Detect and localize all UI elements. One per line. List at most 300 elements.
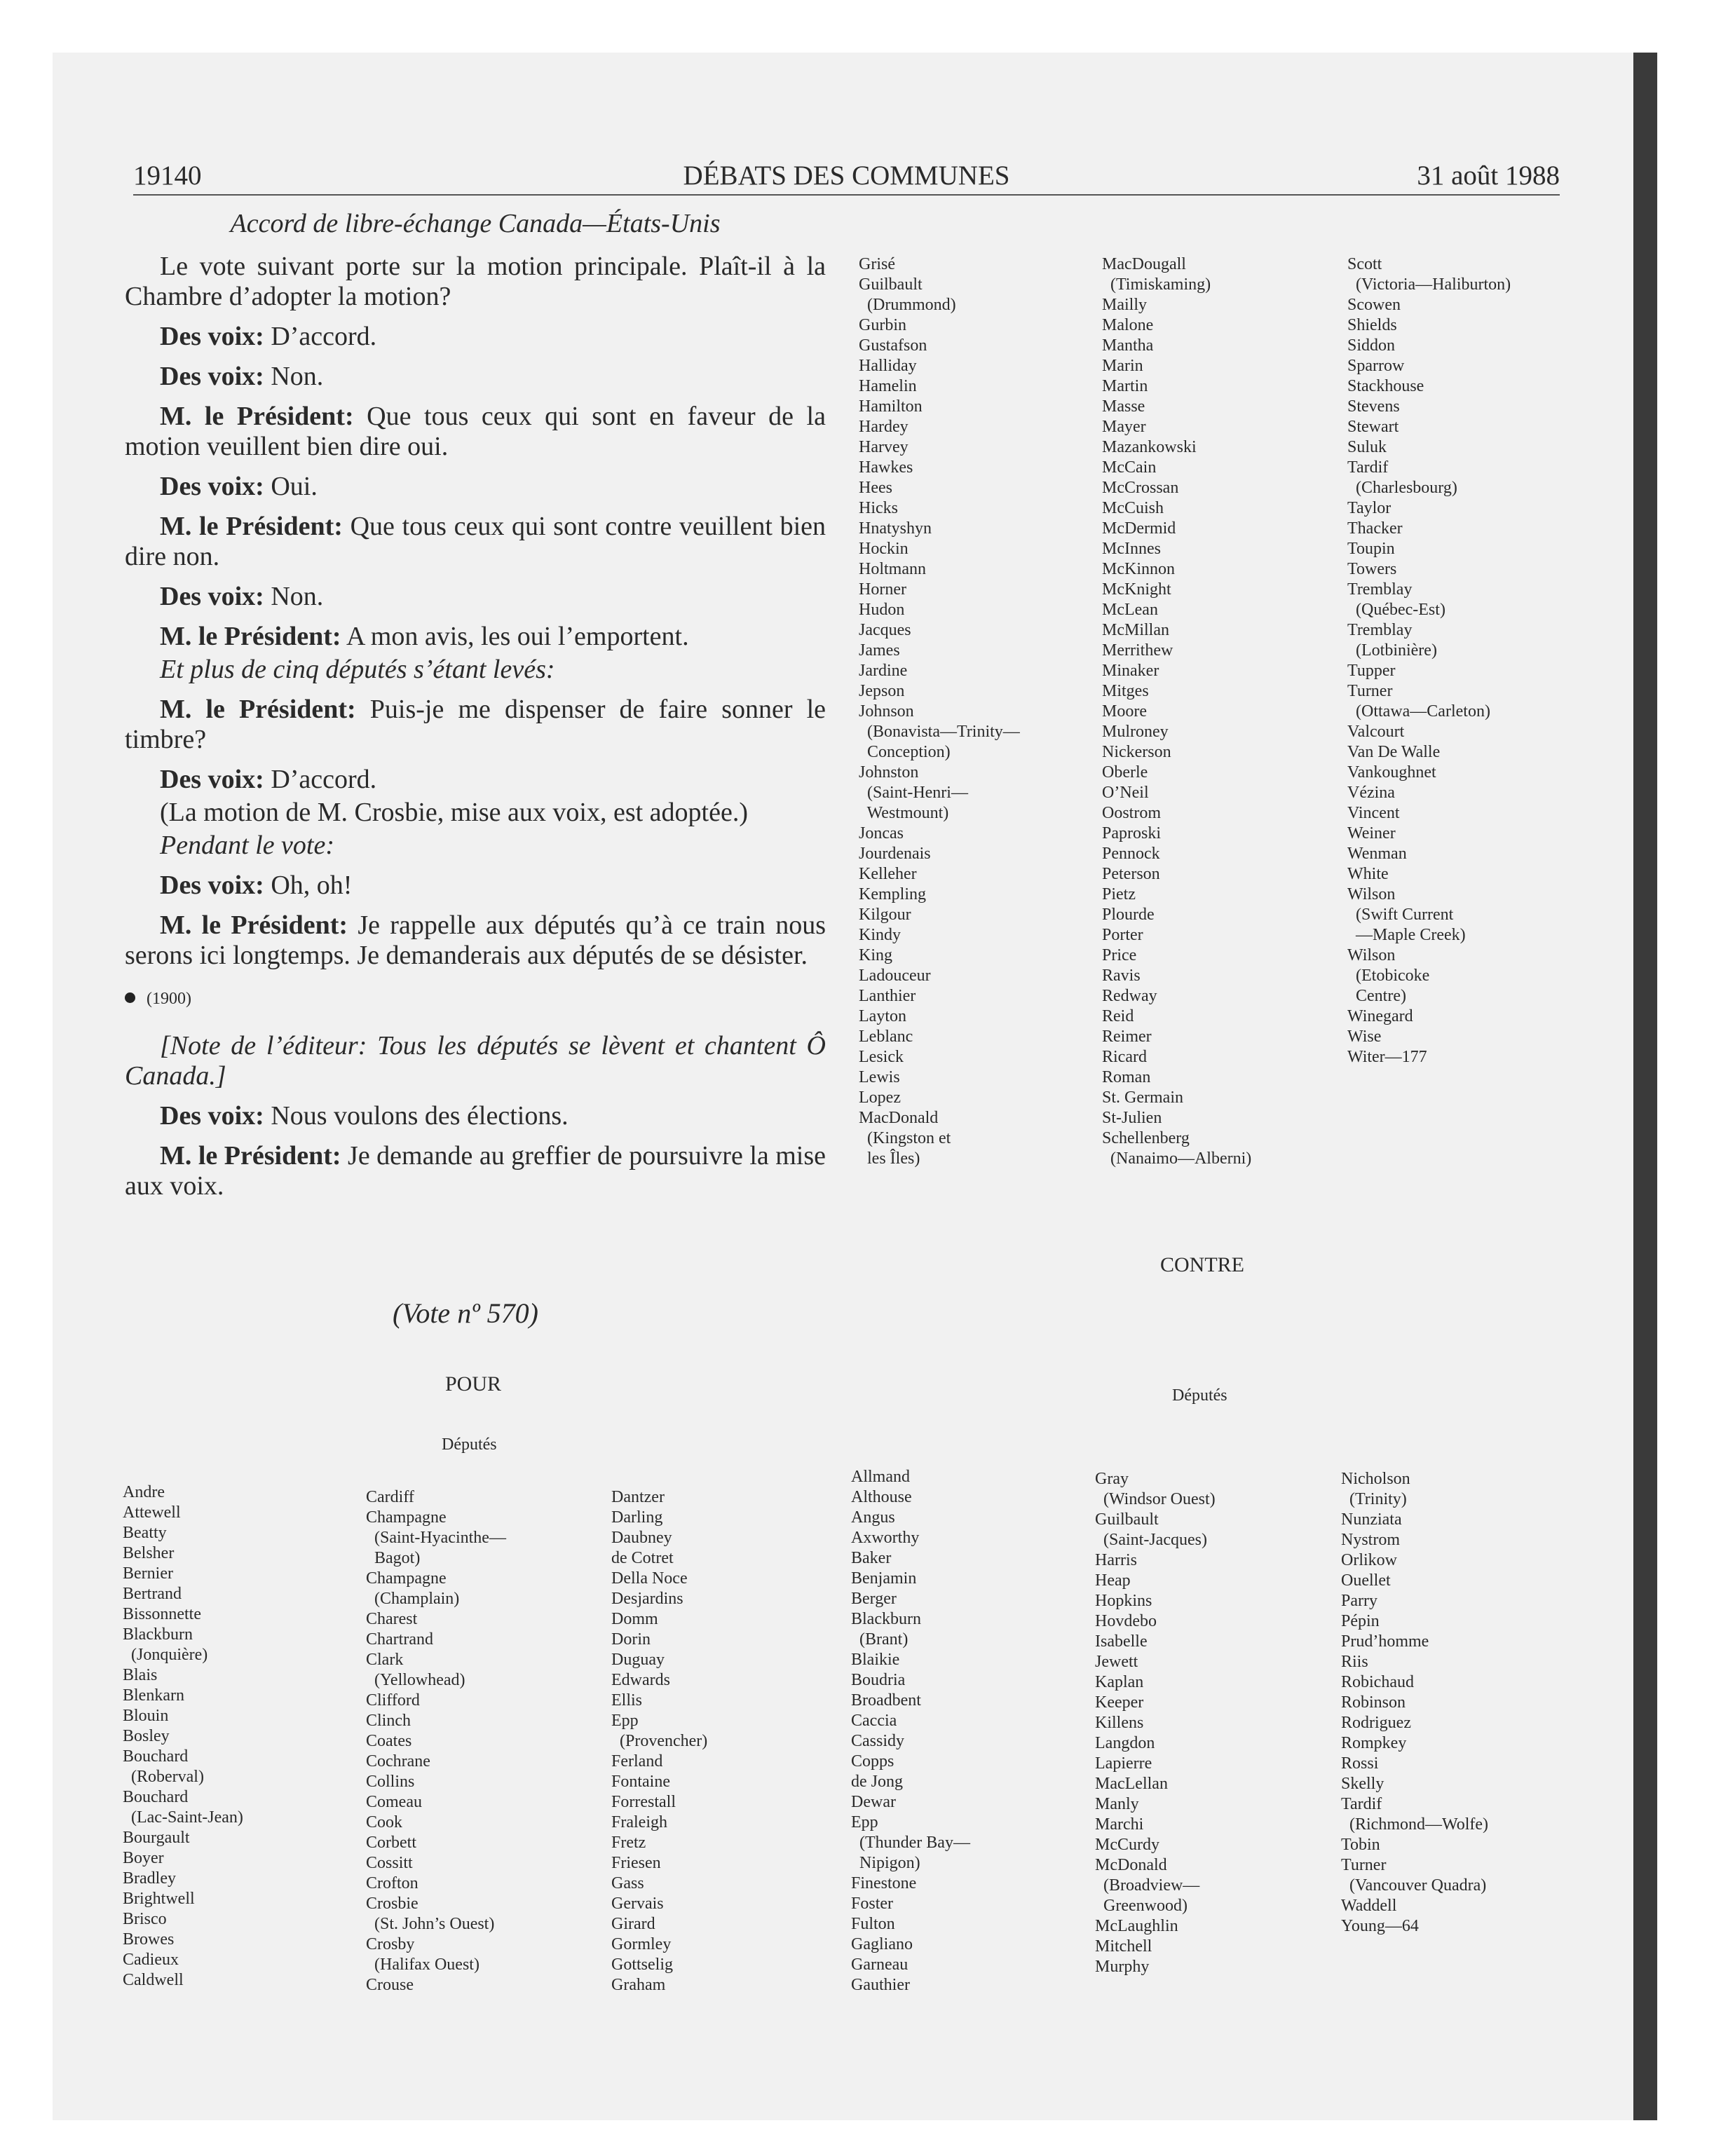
exchange: M. le Président: Je rappelle aux députés qu’à ce train nous serons ici longtemps. Je demanderais aux députés de se désister. <box>125 910 826 970</box>
member-name: Fulton <box>851 1915 895 1933</box>
member-name: McDermid <box>1102 519 1176 538</box>
member-name: Westmount) <box>859 804 949 822</box>
member-name: Epp <box>851 1813 878 1831</box>
member-name: Hees <box>859 479 892 497</box>
member-name: Cook <box>366 1813 403 1831</box>
member-name: Johnson <box>859 702 914 721</box>
member-name: Prud’homme <box>1341 1632 1429 1651</box>
paragraph: Le vote suivant porte sur la motion principale. Plaît-il à la Chambre d’adopter la motion? <box>125 252 826 311</box>
member-name: Blackburn <box>123 1625 193 1644</box>
contre-list-col-2 <box>1095 1469 1216 1977</box>
member-name: Champagne <box>366 1508 447 1527</box>
member-name: Toupin <box>1347 540 1395 558</box>
member-name: Jourdenais <box>859 845 931 863</box>
member-name: Masse <box>1102 397 1145 416</box>
exchange: Des voix: Nous voulons des élections. <box>160 1101 569 1131</box>
member-name: Robichaud <box>1341 1673 1414 1691</box>
member-name: Baker <box>851 1549 892 1567</box>
member-name: Holtmann <box>859 560 926 578</box>
member-name: Wilson <box>1347 946 1396 964</box>
member-name: Kindy <box>859 926 901 944</box>
member-name: Halliday <box>859 357 917 375</box>
member-name: Fraleigh <box>611 1813 667 1831</box>
member-name: Malone <box>1102 316 1154 334</box>
member-name: Gottselig <box>611 1956 673 1974</box>
member-name: Nunziata <box>1341 1510 1402 1529</box>
member-name: Centre) <box>1347 987 1406 1005</box>
member-name: Reimer <box>1102 1028 1152 1046</box>
member-name: Dewar <box>851 1793 896 1811</box>
member-name: Corbett <box>366 1834 416 1852</box>
member-name: Fontaine <box>611 1773 670 1791</box>
exchange: M. le Président: A mon avis, les oui l’emportent. <box>160 622 689 651</box>
member-name: Vézina <box>1347 784 1395 802</box>
member-name: Brisco <box>123 1910 167 1928</box>
member-name: (Jonquière) <box>123 1646 208 1664</box>
member-name: Guilbault <box>859 275 923 294</box>
member-name: Attewell <box>123 1503 181 1522</box>
member-name: Boudria <box>851 1671 906 1689</box>
member-name: (Saint-Henri— <box>859 784 968 802</box>
member-name: (Halifax Ouest) <box>366 1956 479 1974</box>
member-name: (Charlesbourg) <box>1347 479 1457 497</box>
member-name: Hicks <box>859 499 898 517</box>
member-name: Nystrom <box>1341 1531 1400 1549</box>
member-name: Berger <box>851 1590 897 1608</box>
member-name: Tardif <box>1341 1795 1382 1813</box>
member-name: Mailly <box>1102 296 1147 314</box>
member-name: McCrossan <box>1102 479 1179 497</box>
member-name: Charest <box>366 1610 418 1628</box>
member-name: (Ottawa—Carleton) <box>1347 702 1490 721</box>
exchange: Des voix: Oui. <box>160 472 318 501</box>
member-name: Valcourt <box>1347 723 1405 741</box>
member-name: MacDonald <box>859 1109 939 1127</box>
member-name: (Thunder Bay— <box>851 1834 970 1852</box>
member-name: Belsher <box>123 1544 175 1562</box>
member-name: Marin <box>1102 357 1143 375</box>
member-name: Axworthy <box>851 1529 920 1547</box>
member-name: Allmand <box>851 1468 910 1486</box>
member-name: Riis <box>1341 1653 1368 1671</box>
member-name: Marchi <box>1095 1815 1144 1834</box>
member-name: Roman <box>1102 1068 1151 1086</box>
member-name: (Roberval) <box>123 1768 204 1786</box>
page-header <box>133 160 1560 195</box>
member-name: (Victoria—Haliburton) <box>1347 275 1511 294</box>
member-name: Robinson <box>1341 1693 1406 1712</box>
member-name: Ricard <box>1102 1048 1147 1066</box>
exchange: Des voix: Oh, oh! <box>160 871 353 900</box>
member-name: Clinch <box>366 1712 411 1730</box>
member-name: (Saint-Jacques) <box>1095 1531 1207 1549</box>
member-name: (Richmond—Wolfe) <box>1341 1815 1489 1834</box>
member-name: Oberle <box>1102 763 1148 782</box>
pour-list-col-3 <box>1347 254 1511 1067</box>
member-name: Pépin <box>1341 1612 1380 1630</box>
member-name: Tardif <box>1347 458 1389 477</box>
vote-title: (Vote nº 570) <box>393 1297 538 1329</box>
member-name: Hovdebo <box>1095 1612 1157 1630</box>
member-name: Bourgault <box>123 1829 190 1847</box>
member-name: Blais <box>123 1666 158 1684</box>
member-name: (Lac-Saint-Jean) <box>123 1808 243 1827</box>
member-name: Moore <box>1102 702 1147 721</box>
member-name: Paproski <box>1102 824 1161 842</box>
member-name: Mayer <box>1102 418 1146 436</box>
member-name: White <box>1347 865 1389 883</box>
member-name: Mulroney <box>1102 723 1169 741</box>
member-name: Merrithew <box>1102 641 1173 660</box>
editor-note: [Note de l’éditeur: Tous les députés se lèvent et chantent Ô Canada.] <box>125 1031 826 1091</box>
member-name: Kempling <box>859 885 926 903</box>
member-name: St. Germain <box>1102 1089 1183 1107</box>
publication-title: DÉBATS DES COMMUNES <box>683 161 1010 191</box>
pour-list-col-4 <box>123 1482 243 1991</box>
member-name: King <box>859 946 892 964</box>
member-name: McLean <box>1102 601 1158 619</box>
exchange: Des voix: D’accord. <box>160 765 377 794</box>
member-name: Gurbin <box>859 316 906 334</box>
member-name: McInnes <box>1102 540 1161 558</box>
member-name: Lewis <box>859 1068 900 1086</box>
member-name: Crosby <box>366 1935 415 1953</box>
member-name: Coates <box>366 1732 412 1750</box>
exchange: Des voix: D’accord. <box>160 322 377 351</box>
stage-direction: Pendant le vote: <box>160 831 335 860</box>
member-name: Skelly <box>1341 1775 1384 1793</box>
member-name: (Saint-Hyacinthe— <box>366 1529 506 1547</box>
member-name: Towers <box>1347 560 1397 578</box>
member-name: Siddon <box>1347 336 1396 355</box>
member-name: St-Julien <box>1102 1109 1162 1127</box>
member-name: Taylor <box>1347 499 1392 517</box>
member-name: Browes <box>123 1930 175 1949</box>
member-name: Manly <box>1095 1795 1139 1813</box>
member-name: MacDougall <box>1102 255 1186 273</box>
member-name: Parry <box>1341 1592 1377 1610</box>
member-name: MacLellan <box>1095 1775 1168 1793</box>
member-name: les Îles) <box>859 1149 920 1168</box>
pour-heading: POUR <box>445 1372 502 1396</box>
page-edge-shadow <box>1633 53 1657 2120</box>
member-name: Jardine <box>859 662 908 680</box>
member-name: Lopez <box>859 1089 901 1107</box>
member-name: Pietz <box>1102 885 1136 903</box>
exchange: Des voix: Non. <box>160 362 324 391</box>
member-name: Rompkey <box>1341 1734 1407 1752</box>
contre-deputes-heading: Députés <box>1172 1386 1227 1405</box>
member-name: Keeper <box>1095 1693 1144 1712</box>
member-name: de Cotret <box>611 1549 674 1567</box>
member-name: Guilbault <box>1095 1510 1159 1529</box>
member-name: Porter <box>1102 926 1143 944</box>
member-name: Clifford <box>366 1691 420 1710</box>
member-name: Lanthier <box>859 987 916 1005</box>
member-name: Della Noce <box>611 1569 688 1588</box>
member-name: Cardiff <box>366 1488 414 1506</box>
member-name: Vincent <box>1347 804 1400 822</box>
pour-list-col-6 <box>611 1487 707 1995</box>
member-name: Hnatyshyn <box>859 519 932 538</box>
member-name: Beatty <box>123 1524 167 1542</box>
member-name: Greenwood) <box>1095 1897 1188 1915</box>
member-name: McKinnon <box>1102 560 1175 578</box>
member-name: Price <box>1102 946 1137 964</box>
member-name: Horner <box>859 580 906 599</box>
stage-direction: Et plus de cinq députés s’étant levés: <box>160 655 555 684</box>
member-name: Gagliano <box>851 1935 913 1953</box>
member-name: (Lotbinière) <box>1347 641 1437 660</box>
member-name: Cochrane <box>366 1752 430 1770</box>
member-name: Benjamin <box>851 1569 917 1588</box>
member-name: Oostrom <box>1102 804 1161 822</box>
member-name: Winegard <box>1347 1007 1413 1025</box>
member-name: (Timiskaming) <box>1102 275 1211 294</box>
member-name: Friesen <box>611 1854 661 1872</box>
member-name: Desjardins <box>611 1590 683 1608</box>
member-name: (Brant) <box>851 1630 909 1649</box>
member-name: Kelleher <box>859 865 917 883</box>
member-name: (Etobicoke <box>1347 967 1430 985</box>
exchange: M. le Président: Que tous ceux qui sont contre veuillent bien dire non. <box>125 512 826 571</box>
member-name: (Kingston et <box>859 1129 951 1147</box>
member-name: Jacques <box>859 621 911 639</box>
member-name: Gauthier <box>851 1976 910 1994</box>
page-date: 31 août 1988 <box>1417 161 1560 191</box>
member-name: Redway <box>1102 987 1157 1005</box>
member-name: Witer—177 <box>1347 1048 1427 1066</box>
member-name: Hudon <box>859 601 905 619</box>
member-name: Mantha <box>1102 336 1154 355</box>
member-name: Clark <box>366 1651 404 1669</box>
member-name: Chartrand <box>366 1630 433 1649</box>
member-name: Foster <box>851 1895 893 1913</box>
exchange: M. le Président: Puis-je me dispenser de faire sonner le timbre? <box>125 695 826 754</box>
exchange: M. le Président: Je demande au greffier de poursuivre la mise aux voix. <box>125 1141 826 1201</box>
member-name: Epp <box>611 1712 639 1730</box>
member-name: Conception) <box>859 743 951 761</box>
member-name: Killens <box>1095 1714 1144 1732</box>
member-name: Bosley <box>123 1727 170 1745</box>
member-name: Ravis <box>1102 967 1141 985</box>
member-name: Shields <box>1347 316 1397 334</box>
member-name: Thacker <box>1347 519 1403 538</box>
member-name: Reid <box>1102 1007 1134 1025</box>
member-name: Bouchard <box>123 1747 189 1766</box>
member-name: Ouellet <box>1341 1571 1391 1590</box>
member-name: Tremblay <box>1347 621 1413 639</box>
member-name: Darling <box>611 1508 663 1527</box>
member-name: Fretz <box>611 1834 646 1852</box>
member-name: Bissonnette <box>123 1605 201 1623</box>
member-name: Vankoughnet <box>1347 763 1436 782</box>
member-name: Tupper <box>1347 662 1396 680</box>
member-name: Young—64 <box>1341 1917 1419 1935</box>
member-name: Jepson <box>859 682 905 700</box>
member-name: Crosbie <box>366 1895 419 1913</box>
member-name: (Nanaimo—Alberni) <box>1102 1149 1252 1168</box>
member-name: Daubney <box>611 1529 672 1547</box>
member-name: Kaplan <box>1095 1673 1144 1691</box>
contre-list-col-3 <box>1341 1469 1488 1937</box>
member-name: Tremblay <box>1347 580 1413 599</box>
member-name: Weiner <box>1347 824 1396 842</box>
pour-list-col-1 <box>859 254 1020 1169</box>
member-name: Stewart <box>1347 418 1399 436</box>
member-name: Rossi <box>1341 1754 1379 1773</box>
member-name: (St. John’s Ouest) <box>366 1915 495 1933</box>
member-name: (Yellowhead) <box>366 1671 465 1689</box>
member-name: McMillan <box>1102 621 1169 639</box>
member-name: Graham <box>611 1976 666 1994</box>
member-name: Hawkes <box>859 458 913 477</box>
member-name: Bradley <box>123 1869 176 1888</box>
member-name: Hockin <box>859 540 909 558</box>
member-name: (Broadview— <box>1095 1876 1200 1895</box>
member-name: (Provencher) <box>611 1732 708 1750</box>
member-name: Johnston <box>859 763 919 782</box>
member-name: Domm <box>611 1610 658 1628</box>
member-name: (Bonavista—Trinity— <box>859 723 1020 741</box>
member-name: Blaikie <box>851 1651 900 1669</box>
member-name: Brightwell <box>123 1890 195 1908</box>
member-name: Garneau <box>851 1956 909 1974</box>
member-name: Minaker <box>1102 662 1159 680</box>
member-name: Mazankowski <box>1102 438 1197 456</box>
member-name: Nicholson <box>1341 1470 1410 1488</box>
bullet-icon <box>125 992 135 1003</box>
member-name: Jewett <box>1095 1653 1138 1671</box>
member-name: (Québec-Est) <box>1347 601 1445 619</box>
member-name: Scott <box>1347 255 1382 273</box>
member-name: Angus <box>851 1508 895 1527</box>
member-name: Van De Walle <box>1347 743 1441 761</box>
member-name: Hamelin <box>859 377 917 395</box>
member-name: Suluk <box>1347 438 1387 456</box>
member-name: Forrestall <box>611 1793 676 1811</box>
member-name: Nickerson <box>1102 743 1171 761</box>
member-name: Grisé <box>859 255 895 273</box>
contre-heading: CONTRE <box>1160 1253 1244 1276</box>
member-name: Gustafson <box>859 336 927 355</box>
member-name: Turner <box>1341 1856 1387 1874</box>
member-name: Leblanc <box>859 1028 913 1046</box>
member-name: Bouchard <box>123 1788 189 1806</box>
page-number: 19140 <box>133 161 202 191</box>
member-name: Blackburn <box>851 1610 921 1628</box>
member-name: Joncas <box>859 824 904 842</box>
member-name: Harris <box>1095 1551 1137 1569</box>
member-name: Mitchell <box>1095 1937 1152 1956</box>
member-name: Schellenberg <box>1102 1129 1190 1147</box>
member-name: de Jong <box>851 1773 903 1791</box>
member-name: Stackhouse <box>1347 377 1424 395</box>
motion-result: (La motion de M. Crosbie, mise aux voix, est adoptée.) <box>160 798 748 827</box>
member-name: Heap <box>1095 1571 1131 1590</box>
member-name: Gass <box>611 1874 644 1892</box>
member-name: Ellis <box>611 1691 643 1710</box>
member-name: McCain <box>1102 458 1157 477</box>
debate-text <box>125 209 826 1211</box>
member-name: O’Neil <box>1102 784 1149 802</box>
member-name: Kilgour <box>859 906 911 924</box>
member-name: Crouse <box>366 1976 414 1994</box>
member-name: Sparrow <box>1347 357 1405 375</box>
member-name: Duguay <box>611 1651 665 1669</box>
member-name: McCuish <box>1102 499 1164 517</box>
member-name: Harvey <box>859 438 909 456</box>
member-name: Martin <box>1102 377 1148 395</box>
member-name: (Champlain) <box>366 1590 460 1608</box>
member-name: Cossitt <box>366 1854 413 1872</box>
member-name: Girard <box>611 1915 655 1933</box>
member-name: Bernier <box>123 1564 173 1583</box>
member-name: Boyer <box>123 1849 164 1867</box>
time-marker: (1900) <box>125 981 826 1014</box>
member-name: McDonald <box>1095 1856 1167 1874</box>
exchange: Des voix: Non. <box>160 582 324 611</box>
member-name: Wise <box>1347 1028 1382 1046</box>
member-name: Hardey <box>859 418 909 436</box>
member-name: Bertrand <box>123 1585 182 1603</box>
member-name: Blenkarn <box>123 1686 184 1705</box>
member-name: Crofton <box>366 1874 419 1892</box>
member-name: Ladouceur <box>859 967 931 985</box>
member-name: Bagot) <box>366 1549 421 1567</box>
member-name: Caldwell <box>123 1971 184 1989</box>
member-name: Blouin <box>123 1707 169 1725</box>
member-name: Peterson <box>1102 865 1160 883</box>
member-name: Wilson <box>1347 885 1396 903</box>
pour-list-col-5 <box>366 1487 506 1995</box>
member-name: James <box>859 641 900 660</box>
member-name: McKnight <box>1102 580 1171 599</box>
member-name: Dantzer <box>611 1488 665 1506</box>
member-name: Collins <box>366 1773 415 1791</box>
member-name: Turner <box>1347 682 1393 700</box>
member-name: Copps <box>851 1752 894 1770</box>
pour-list-col-2 <box>1102 254 1251 1169</box>
member-name: Wenman <box>1347 845 1407 863</box>
member-name: McCurdy <box>1095 1836 1159 1854</box>
member-name: Cassidy <box>851 1732 905 1750</box>
exchange: M. le Président: Que tous ceux qui sont en faveur de la motion veuillent bien dire oui. <box>125 402 826 461</box>
member-name: Andre <box>123 1483 165 1501</box>
member-name: (Windsor Ouest) <box>1095 1490 1216 1508</box>
member-name: Gervais <box>611 1895 664 1913</box>
member-name: (Swift Current <box>1347 906 1454 924</box>
member-name: Cadieux <box>123 1951 179 1969</box>
member-name: Stevens <box>1347 397 1400 416</box>
member-name: Layton <box>859 1007 906 1025</box>
member-name: Lapierre <box>1095 1754 1152 1773</box>
member-name: Althouse <box>851 1488 912 1506</box>
member-name: Plourde <box>1102 906 1155 924</box>
member-name: Hopkins <box>1095 1592 1152 1610</box>
member-name: Murphy <box>1095 1958 1150 1976</box>
member-name: Ferland <box>611 1752 663 1770</box>
member-name: Gormley <box>611 1935 672 1953</box>
member-name: Orlikow <box>1341 1551 1397 1569</box>
member-name: Hamilton <box>859 397 923 416</box>
member-name: Caccia <box>851 1712 897 1730</box>
member-name: Langdon <box>1095 1734 1155 1752</box>
member-name: Tobin <box>1341 1836 1380 1854</box>
member-name: Dorin <box>611 1630 651 1649</box>
member-name: Lesick <box>859 1048 904 1066</box>
member-name: Comeau <box>366 1793 422 1811</box>
